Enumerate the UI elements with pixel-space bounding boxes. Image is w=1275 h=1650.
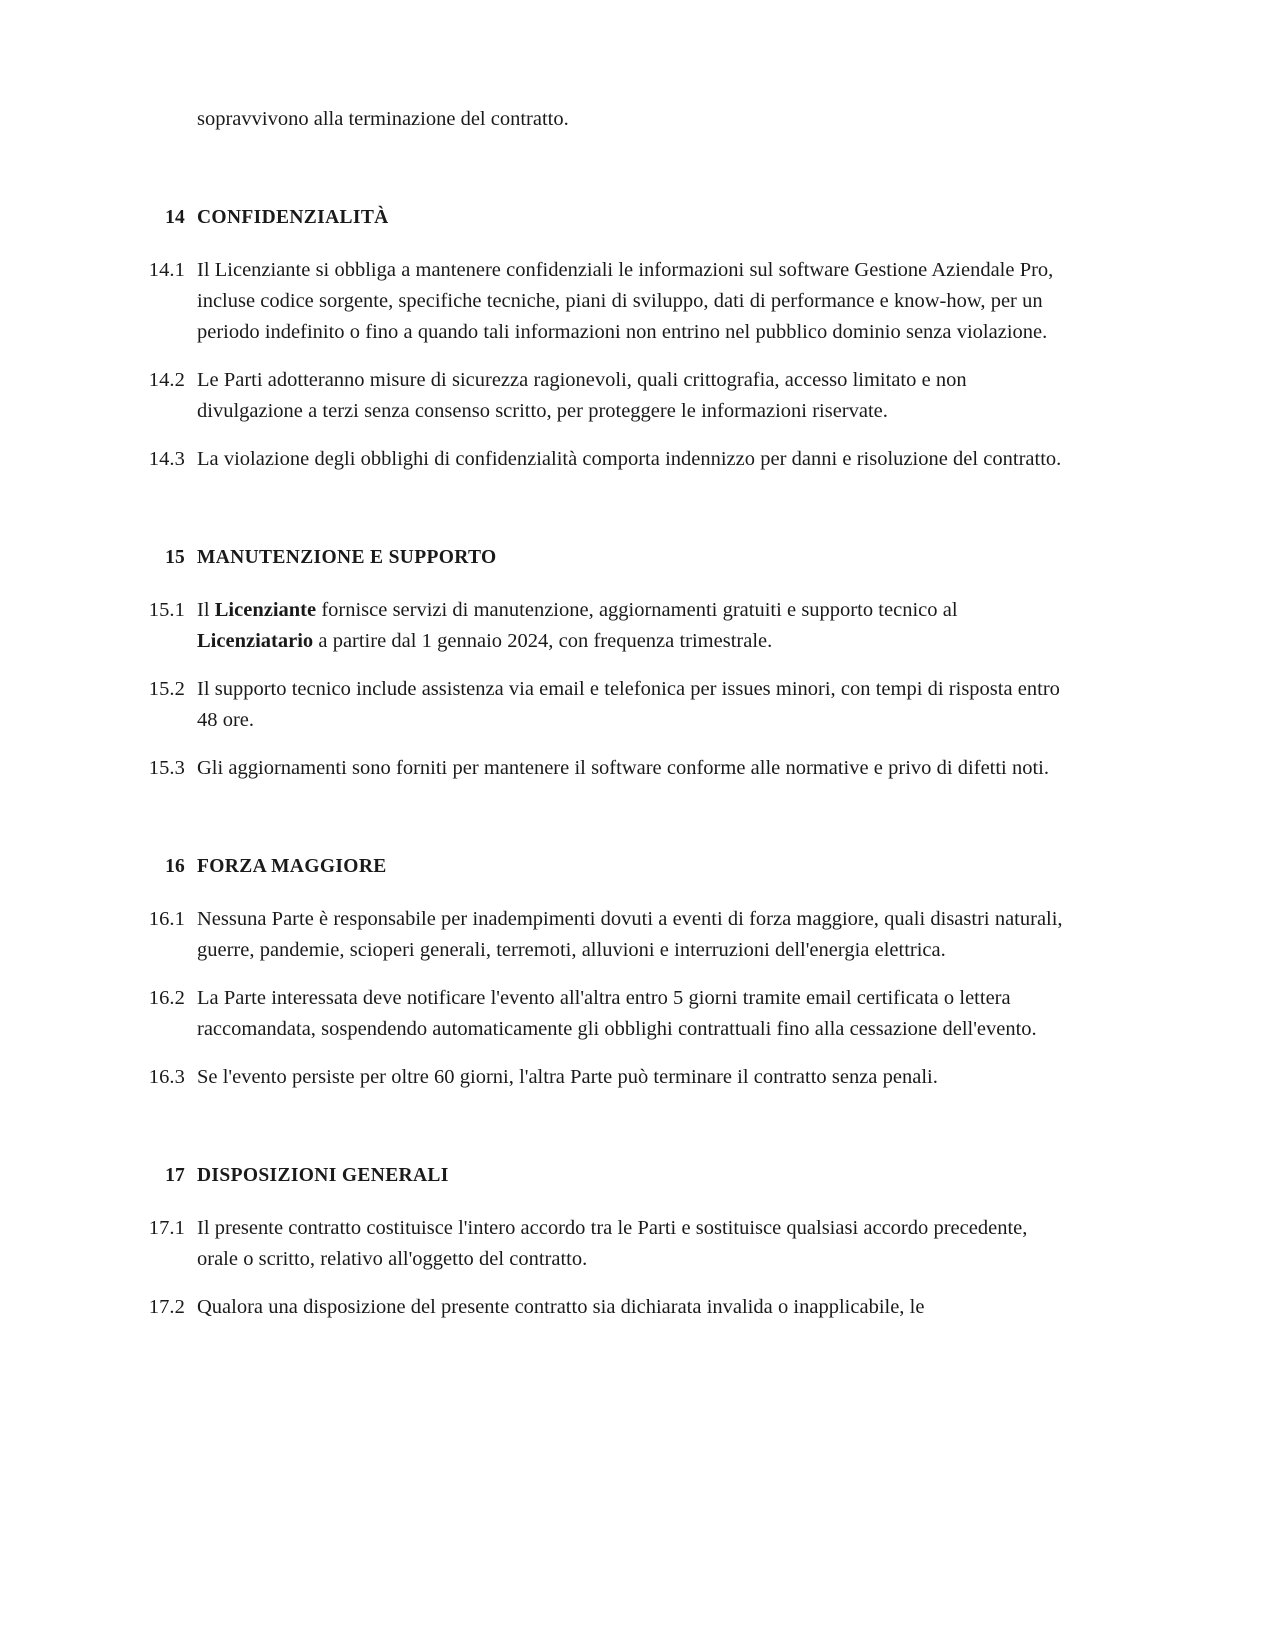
clause-16-2 (133, 983, 1070, 1045)
spacer (133, 573, 1070, 595)
clause-text: Il presente contratto costituisce l'intero accordo tra le Parti e sostituisce qualsiasi accordo precedente, orale o scritto, relativo all'oggetto del contratto. (197, 1217, 1028, 1270)
spacer (133, 475, 1070, 543)
clause-17-2 (133, 1292, 1070, 1323)
section-number: 16 (165, 856, 185, 877)
section-heading-15 (133, 543, 1070, 573)
clause-16-3 (133, 1062, 1070, 1093)
clause-text: Il supporto tecnico include assistenza via email e telefonica per issues minori, con tempi di risposta entro 48 ore. (197, 678, 1060, 731)
spacer (133, 427, 1070, 444)
clause-17-1 (133, 1213, 1070, 1275)
spacer (133, 1093, 1070, 1161)
section-heading-16 (133, 852, 1070, 882)
section-heading-17 (133, 1161, 1070, 1191)
clause-14-1 (133, 255, 1070, 348)
clause-number: 14.2 (148, 369, 185, 391)
spacer (133, 736, 1070, 753)
spacer (133, 882, 1070, 904)
spacer (133, 233, 1070, 255)
clause-number: 16.1 (148, 908, 185, 930)
clause-number: 16.2 (148, 987, 185, 1009)
spacer (133, 657, 1070, 674)
section-number: 14 (165, 207, 185, 228)
clause-14-2 (133, 365, 1070, 427)
section-title: CONFIDENZIALITÀ (197, 207, 389, 228)
spacer (133, 1275, 1070, 1292)
clause-15-1 (133, 595, 1070, 657)
section-title: MANUTENZIONE E SUPPORTO (197, 547, 497, 568)
section-number: 17 (165, 1165, 185, 1186)
clause-text: La violazione degli obblighi di confidenzialità comporta indennizzo per danni e risoluzione del contratto. (197, 448, 1062, 470)
clause-16-1 (133, 904, 1070, 966)
clause-number: 17.1 (148, 1217, 185, 1239)
section-number: 15 (165, 547, 185, 568)
spacer (133, 1191, 1070, 1213)
clause-number: 14.1 (148, 259, 185, 281)
clause-text: Se l'evento persiste per oltre 60 giorni, l'altra Parte può terminare il contratto senza penali. (197, 1066, 938, 1088)
clause-text: Il Licenziante si obbliga a mantenere confidenziali le informazioni sul software Gestione Aziendale Pro, incluse codice sorgente, specifiche tecniche, piani di sviluppo, dati di performance e know-how, per un periodo indefinito o fino a quando tali informazioni non entrino nel pubblico dominio senza violazione. (197, 259, 1054, 343)
section-heading-14 (133, 203, 1070, 233)
spacer (133, 1045, 1070, 1062)
clause-number: 15.3 (148, 757, 185, 779)
spacer (133, 135, 1070, 203)
clause-number: 16.3 (148, 1066, 185, 1088)
clause-text: La Parte interessata deve notificare l'evento all'altra entro 5 giorni tramite email certificata o lettera raccomandata, sospendendo automaticamente gli obblighi contrattuali fino alla cessazione dell'evento. (197, 987, 1037, 1040)
clause-text: Gli aggiornamenti sono forniti per mantenere il software conforme alle normative e privo di difetti noti. (197, 757, 1049, 779)
clause-15-2 (133, 674, 1070, 736)
clause-text: Qualora una disposizione del presente contratto sia dichiarata invalida o inapplicabile, le (197, 1296, 925, 1318)
clause-number: 15.1 (148, 599, 185, 621)
clause-text: Nessuna Parte è responsabile per inadempimenti dovuti a eventi di forza maggiore, quali disastri naturali, guerre, pandemie, scioperi generali, terremoti, alluvioni e interruzioni dell'energia elettrica. (197, 908, 1063, 961)
spacer (133, 966, 1070, 983)
clause-number: 15.2 (148, 678, 185, 700)
clause-number: 14.3 (148, 448, 185, 470)
clause-15-3 (133, 753, 1070, 784)
clause-14-3 (133, 444, 1070, 475)
continuation-paragraph: sopravvivono alla terminazione del contratto. (197, 108, 569, 130)
clause-number: 17.2 (148, 1296, 185, 1318)
spacer (133, 784, 1070, 852)
clause-text: Le Parti adotteranno misure di sicurezza ragionevoli, quali crittografia, accesso limitato e non divulgazione a terzi senza consenso scritto, per proteggere le informazioni riservate. (197, 369, 967, 422)
clause-text: Il Licenziante fornisce servizi di manutenzione, aggiornamenti gratuiti e supporto tecnico al Licenziatario a partire dal 1 gennaio 2024, con frequenza trimestrale. (197, 599, 958, 652)
section-title: DISPOSIZIONI GENERALI (197, 1165, 449, 1186)
spacer (133, 348, 1070, 365)
section-title: FORZA MAGGIORE (197, 856, 387, 877)
